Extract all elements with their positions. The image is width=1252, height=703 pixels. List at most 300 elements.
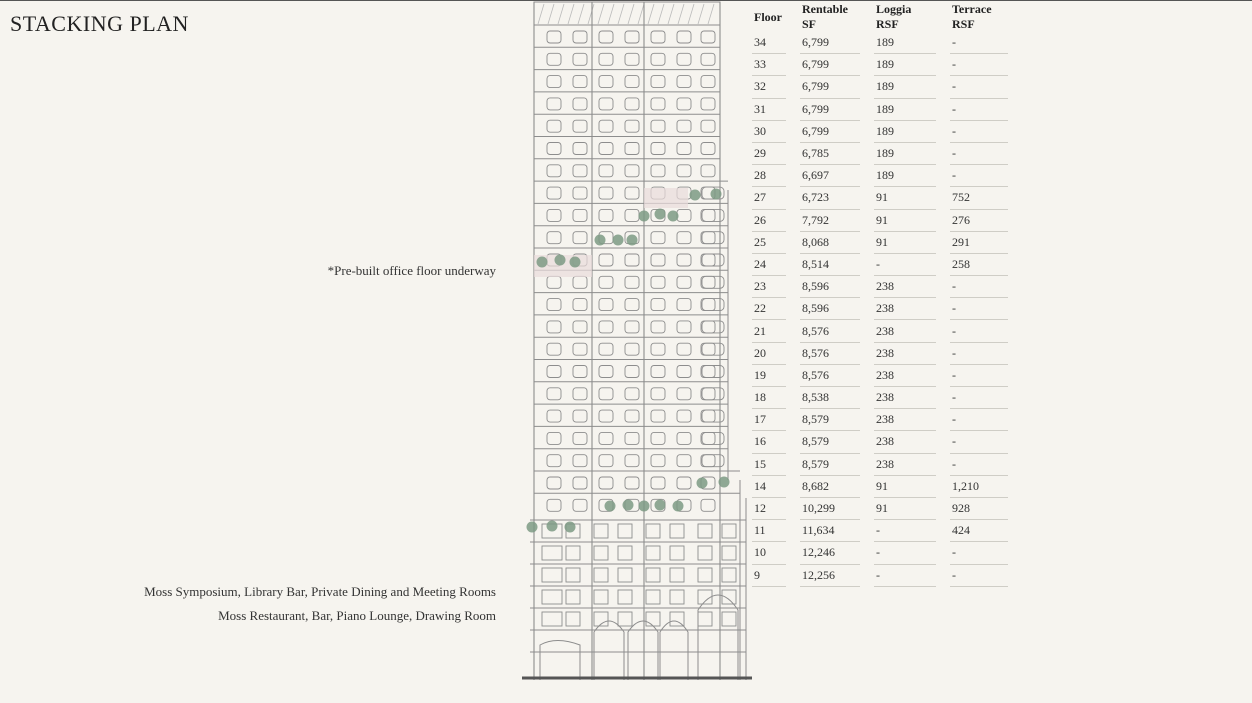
window <box>542 590 562 604</box>
tree-icon <box>655 209 666 220</box>
crown-hatch <box>648 4 654 24</box>
table-row <box>752 454 1008 476</box>
window <box>547 477 561 489</box>
window <box>625 276 639 288</box>
window <box>677 410 691 422</box>
window <box>547 165 561 177</box>
window <box>722 590 736 604</box>
window <box>599 299 613 311</box>
tree-icon <box>639 211 650 222</box>
cell-rentable-sf: 8,596 <box>800 298 860 320</box>
window <box>573 209 587 221</box>
window <box>547 455 561 467</box>
crown-hatch <box>668 4 674 24</box>
cell-rentable-sf: 8,576 <box>800 343 860 365</box>
window <box>625 366 639 378</box>
table-header-row <box>752 2 1008 32</box>
window <box>573 76 587 88</box>
window <box>547 499 561 511</box>
window <box>651 31 665 43</box>
building-elevation <box>520 0 752 690</box>
page-title: STACKING PLAN <box>10 11 189 36</box>
window <box>599 455 613 467</box>
cell-terrace-rsf: - <box>950 542 1008 564</box>
window <box>599 187 613 199</box>
table-row <box>752 121 1008 143</box>
cell-terrace-rsf: - <box>950 121 1008 143</box>
window <box>722 568 736 582</box>
window <box>625 477 639 489</box>
window <box>599 98 613 110</box>
window <box>594 568 608 582</box>
window <box>702 343 724 355</box>
cell-loggia-rsf: 189 <box>874 32 936 54</box>
window <box>677 299 691 311</box>
cell-rentable-sf: 8,579 <box>800 431 860 453</box>
window <box>618 590 632 604</box>
window <box>701 120 715 132</box>
cell-floor: 29 <box>752 143 786 165</box>
cell-floor: 10 <box>752 542 786 564</box>
window <box>646 612 660 626</box>
window <box>547 31 561 43</box>
window <box>542 546 562 560</box>
window <box>651 254 665 266</box>
cell-terrace-rsf: - <box>950 54 1008 76</box>
cell-floor: 20 <box>752 343 786 365</box>
window <box>599 143 613 155</box>
window <box>701 31 715 43</box>
tree-icon <box>719 477 730 488</box>
stacking-table <box>752 2 1008 587</box>
window <box>702 232 724 244</box>
window <box>702 432 724 444</box>
window <box>677 366 691 378</box>
cell-rentable-sf: 8,596 <box>800 276 860 298</box>
window <box>677 31 691 43</box>
window <box>670 524 684 538</box>
cell-rentable-sf: 6,799 <box>800 54 860 76</box>
window <box>625 31 639 43</box>
window <box>566 568 580 582</box>
window <box>625 455 639 467</box>
window <box>651 143 665 155</box>
cell-rentable-sf: 12,256 <box>800 565 860 587</box>
window <box>702 209 724 221</box>
window <box>701 455 715 467</box>
cell-rentable-sf: 8,576 <box>800 320 860 342</box>
cell-loggia-rsf: 189 <box>874 99 936 121</box>
cell-terrace-rsf: - <box>950 165 1008 187</box>
cell-loggia-rsf: - <box>874 520 936 542</box>
window <box>701 53 715 65</box>
cell-terrace-rsf: - <box>950 454 1008 476</box>
cell-loggia-rsf: 91 <box>874 476 936 498</box>
window <box>701 165 715 177</box>
window <box>677 98 691 110</box>
window <box>677 76 691 88</box>
window <box>566 590 580 604</box>
cell-floor: 33 <box>752 54 786 76</box>
cell-floor: 26 <box>752 210 786 232</box>
table-row <box>752 232 1008 254</box>
window <box>547 187 561 199</box>
cell-floor: 27 <box>752 187 786 209</box>
cell-rentable-sf: 8,682 <box>800 476 860 498</box>
cell-loggia-rsf: - <box>874 542 936 564</box>
window <box>701 209 715 221</box>
window <box>702 254 724 266</box>
tree-icon <box>668 211 679 222</box>
window <box>547 410 561 422</box>
crown-hatch <box>678 4 684 24</box>
window <box>573 31 587 43</box>
window <box>702 455 724 467</box>
window <box>625 410 639 422</box>
window <box>625 254 639 266</box>
window <box>573 143 587 155</box>
table-row <box>752 476 1008 498</box>
cell-floor: 18 <box>752 387 786 409</box>
window <box>594 546 608 560</box>
window <box>646 546 660 560</box>
tree-icon <box>623 500 634 511</box>
cell-loggia-rsf: - <box>874 254 936 276</box>
tree-icon <box>639 501 650 512</box>
window <box>599 165 613 177</box>
window <box>651 98 665 110</box>
window <box>651 388 665 400</box>
window <box>625 187 639 199</box>
cell-floor: 17 <box>752 409 786 431</box>
table-row <box>752 165 1008 187</box>
cell-floor: 32 <box>752 76 786 98</box>
table-row <box>752 187 1008 209</box>
crown-hatch <box>568 4 574 24</box>
window <box>573 98 587 110</box>
window <box>651 53 665 65</box>
cell-loggia-rsf: 91 <box>874 232 936 254</box>
crown-hatch <box>618 4 624 24</box>
window <box>599 76 613 88</box>
window <box>625 53 639 65</box>
window <box>701 76 715 88</box>
crown-hatch <box>578 4 584 24</box>
table-row <box>752 320 1008 342</box>
window <box>566 612 580 626</box>
note-prebuilt-office: *Pre-built office floor underway <box>327 263 496 278</box>
header-rentable-sf: Rentable SF <box>802 2 848 31</box>
window <box>547 53 561 65</box>
window <box>625 343 639 355</box>
window <box>701 388 715 400</box>
tree-icon <box>627 235 638 246</box>
tree-icon <box>565 522 576 533</box>
window <box>651 432 665 444</box>
window <box>698 524 712 538</box>
cell-terrace-rsf: - <box>950 343 1008 365</box>
window <box>547 76 561 88</box>
cell-terrace-rsf: - <box>950 76 1008 98</box>
window <box>701 98 715 110</box>
window <box>625 76 639 88</box>
header-loggia-rsf: Loggia RSF <box>876 2 912 31</box>
cell-loggia-rsf: 238 <box>874 320 936 342</box>
window <box>701 499 715 511</box>
table-row <box>752 143 1008 165</box>
window <box>542 612 562 626</box>
window <box>677 120 691 132</box>
tree-icon <box>537 257 548 268</box>
window <box>701 410 715 422</box>
cell-terrace-rsf: - <box>950 409 1008 431</box>
window <box>547 343 561 355</box>
window <box>702 299 724 311</box>
cell-floor: 11 <box>752 520 786 542</box>
tree-icon <box>570 257 581 268</box>
window <box>651 165 665 177</box>
cell-loggia-rsf: 238 <box>874 276 936 298</box>
cell-loggia-rsf: 238 <box>874 343 936 365</box>
cell-rentable-sf: 8,068 <box>800 232 860 254</box>
crown-hatch <box>588 4 594 24</box>
cell-floor: 16 <box>752 431 786 453</box>
window <box>547 143 561 155</box>
cell-loggia-rsf: 238 <box>874 298 936 320</box>
cell-loggia-rsf: 189 <box>874 165 936 187</box>
window <box>651 321 665 333</box>
tree-icon <box>690 190 701 201</box>
window <box>573 120 587 132</box>
window <box>573 477 587 489</box>
window <box>702 366 724 378</box>
cell-floor: 12 <box>752 498 786 520</box>
tree-icon <box>613 235 624 246</box>
window <box>677 53 691 65</box>
table-row <box>752 387 1008 409</box>
window <box>573 366 587 378</box>
window <box>573 388 587 400</box>
window <box>651 76 665 88</box>
window <box>670 546 684 560</box>
window <box>573 187 587 199</box>
window <box>677 343 691 355</box>
window <box>599 321 613 333</box>
window <box>698 568 712 582</box>
window <box>547 276 561 288</box>
window <box>677 232 691 244</box>
crown-hatch <box>628 4 634 24</box>
window <box>677 388 691 400</box>
table-row <box>752 254 1008 276</box>
note-moss-symposium: Moss Symposium, Library Bar, Private Dining and Meeting Rooms <box>144 584 496 599</box>
cell-loggia-rsf: 238 <box>874 454 936 476</box>
window <box>573 343 587 355</box>
cell-floor: 23 <box>752 276 786 298</box>
cell-loggia-rsf: 189 <box>874 121 936 143</box>
cell-floor: 30 <box>752 121 786 143</box>
cell-rentable-sf: 6,799 <box>800 76 860 98</box>
window <box>618 546 632 560</box>
crown-hatch <box>548 4 554 24</box>
tree-icon <box>655 500 666 511</box>
window <box>547 209 561 221</box>
window <box>651 477 665 489</box>
table-row <box>752 298 1008 320</box>
cell-rentable-sf: 6,723 <box>800 187 860 209</box>
cell-floor: 21 <box>752 320 786 342</box>
cell-terrace-rsf: 928 <box>950 498 1008 520</box>
window <box>599 53 613 65</box>
table-row <box>752 498 1008 520</box>
table-row <box>752 343 1008 365</box>
table-row <box>752 431 1008 453</box>
window <box>651 276 665 288</box>
window <box>677 209 691 221</box>
window <box>698 612 712 626</box>
crown <box>534 2 720 25</box>
cell-rentable-sf: 11,634 <box>800 520 860 542</box>
window <box>547 432 561 444</box>
cell-rentable-sf: 8,579 <box>800 409 860 431</box>
cell-loggia-rsf: 238 <box>874 387 936 409</box>
cell-terrace-rsf: - <box>950 32 1008 54</box>
window <box>625 120 639 132</box>
window <box>599 366 613 378</box>
window <box>573 232 587 244</box>
cell-rentable-sf: 8,538 <box>800 387 860 409</box>
crown-hatch <box>658 4 664 24</box>
window <box>625 98 639 110</box>
header-terrace-rsf: Terrace RSF <box>952 2 992 31</box>
window <box>547 232 561 244</box>
cell-loggia-rsf: 91 <box>874 187 936 209</box>
cell-floor: 14 <box>752 476 786 498</box>
tree-icon <box>595 235 606 246</box>
window <box>625 321 639 333</box>
cell-floor: 24 <box>752 254 786 276</box>
window <box>599 388 613 400</box>
window <box>722 546 736 560</box>
table-body <box>752 32 1008 587</box>
cell-rentable-sf: 6,799 <box>800 32 860 54</box>
cell-rentable-sf: 12,246 <box>800 542 860 564</box>
crown-hatch <box>558 4 564 24</box>
window <box>573 499 587 511</box>
cell-floor: 9 <box>752 565 786 587</box>
cell-terrace-rsf: 752 <box>950 187 1008 209</box>
window <box>702 321 724 333</box>
window <box>599 432 613 444</box>
cell-floor: 22 <box>752 298 786 320</box>
header-floor: Floor <box>754 9 782 24</box>
window <box>677 477 691 489</box>
window <box>702 410 724 422</box>
window <box>573 321 587 333</box>
cell-floor: 34 <box>752 32 786 54</box>
table-row <box>752 542 1008 564</box>
window <box>651 299 665 311</box>
tree-icon <box>547 521 558 532</box>
window <box>599 31 613 43</box>
table-row <box>752 210 1008 232</box>
cell-loggia-rsf: 238 <box>874 365 936 387</box>
crown-hatch <box>638 4 644 24</box>
window <box>701 343 715 355</box>
cell-floor: 19 <box>752 365 786 387</box>
cell-loggia-rsf: 189 <box>874 143 936 165</box>
window <box>651 410 665 422</box>
crown-hatch <box>608 4 614 24</box>
window <box>547 120 561 132</box>
cell-terrace-rsf: 276 <box>950 210 1008 232</box>
tree-icon <box>697 478 708 489</box>
cell-terrace-rsf: - <box>950 276 1008 298</box>
cell-loggia-rsf: 238 <box>874 431 936 453</box>
window <box>651 120 665 132</box>
window <box>618 524 632 538</box>
window <box>599 120 613 132</box>
table-row <box>752 409 1008 431</box>
window <box>701 143 715 155</box>
window <box>573 53 587 65</box>
window <box>701 254 715 266</box>
window <box>599 343 613 355</box>
window <box>573 165 587 177</box>
window <box>599 477 613 489</box>
crown-hatch <box>698 4 704 24</box>
tree-icon <box>527 522 538 533</box>
window <box>625 432 639 444</box>
window <box>573 276 587 288</box>
window <box>599 410 613 422</box>
cell-terrace-rsf: - <box>950 143 1008 165</box>
window <box>547 299 561 311</box>
window <box>701 232 715 244</box>
tree-icon <box>673 501 684 512</box>
window <box>651 455 665 467</box>
window <box>547 388 561 400</box>
table-row <box>752 99 1008 121</box>
prebuilt-floor-highlight <box>644 188 688 208</box>
note-moss-restaurant: Moss Restaurant, Bar, Piano Lounge, Drawing Room <box>218 608 496 623</box>
window <box>573 432 587 444</box>
cell-terrace-rsf: - <box>950 99 1008 121</box>
window <box>625 299 639 311</box>
cell-terrace-rsf: 1,210 <box>950 476 1008 498</box>
base-arch <box>540 641 580 681</box>
cell-rentable-sf: 7,792 <box>800 210 860 232</box>
table-row <box>752 565 1008 587</box>
window <box>594 590 608 604</box>
window <box>651 232 665 244</box>
window <box>542 568 562 582</box>
cell-rentable-sf: 6,799 <box>800 121 860 143</box>
table-row <box>752 365 1008 387</box>
cell-rentable-sf: 6,785 <box>800 143 860 165</box>
window <box>701 276 715 288</box>
cell-floor: 28 <box>752 165 786 187</box>
window <box>646 568 660 582</box>
cell-floor: 15 <box>752 454 786 476</box>
window <box>677 455 691 467</box>
window <box>701 299 715 311</box>
cell-terrace-rsf: - <box>950 298 1008 320</box>
window <box>618 568 632 582</box>
cell-rentable-sf: 10,299 <box>800 498 860 520</box>
table-row <box>752 276 1008 298</box>
window <box>566 546 580 560</box>
